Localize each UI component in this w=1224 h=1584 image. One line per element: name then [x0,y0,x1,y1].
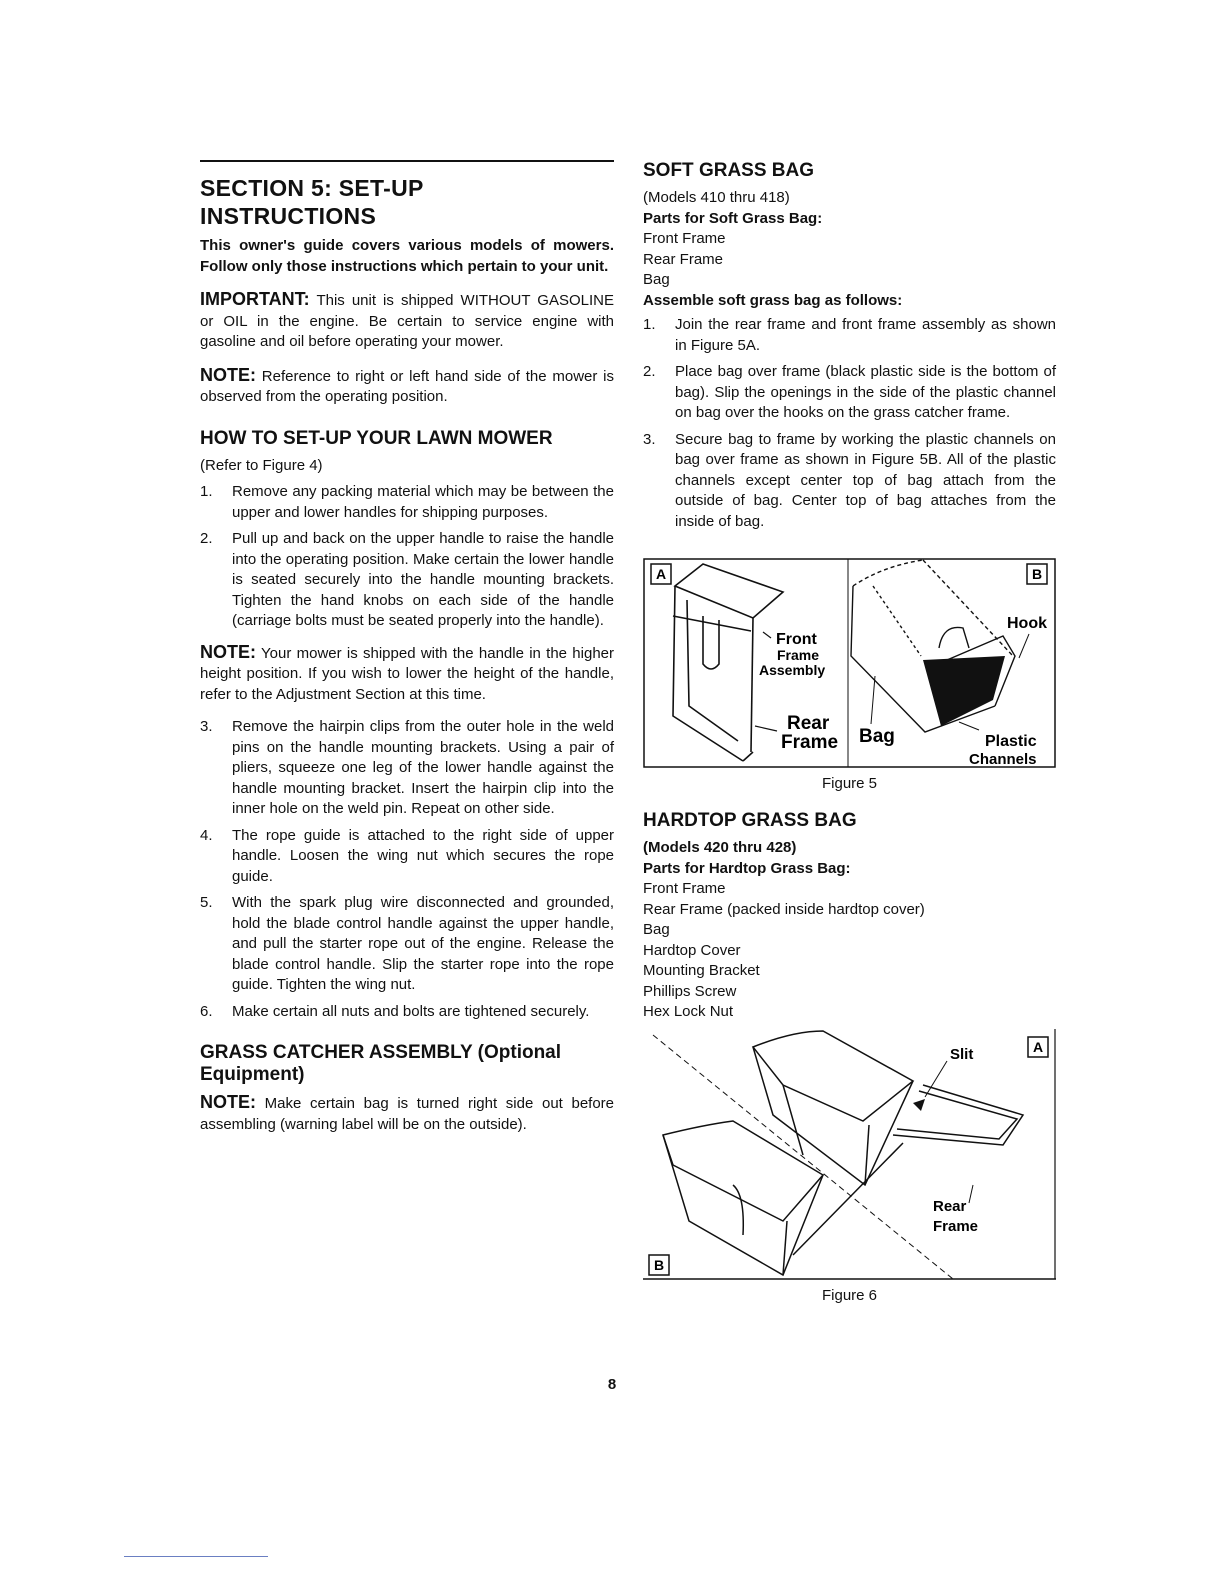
figure-5-label-b: B [1032,566,1043,582]
figure-5-illustration [643,556,1056,771]
soft-parts-label: Parts for Soft Grass Bag: [643,209,823,227]
soft-bag-heading: SOFT GRASS BAG [643,160,815,181]
note-paragraph-1: NOTE: Reference to right or left hand side of the mower is observed from the operating position. [200,364,614,405]
label-hook: Hook [1007,615,1047,632]
list-item: 2. Pull up and back on the upper handle to raise the handle into the operating position. Make certain the lower handle is seated securely into the handle mounting brackets. Tighten the hand knobs on each side of the handle (carriage bolts must be seated properly into the handle). [200,530,614,629]
label-bag: Bag [859,726,895,747]
note-label: NOTE: [200,1092,256,1112]
list-item: 1. Join the rear frame and front frame assembly as shown in Figure 5A. [643,316,1056,354]
list-item: 5. With the spark plug wire disconnected and grounded, hold the blade control handle against the upper handle, and pull the starter rope out of the engine. Release the blade control handle. Slip the starter rope into the rope guide. Tighten the wing nut. [200,894,614,993]
intro-text: This owner's guide covers various models of mowers. Follow only those instructions which pertain to your unit. [200,237,614,275]
catcher-heading: GRASS CATCHER ASSEMBLY (Optional Equipment) [200,1042,562,1085]
footer-rule [124,1556,268,1557]
important-paragraph: IMPORTANT: This unit is shipped WITHOUT GASOLINE or OIL in the engine. Be certain to service engine with gasoline and oil before operating your mower. [200,289,614,350]
figure-6-illustration [643,1025,1056,1283]
figure-5-label-a: A [656,566,667,582]
list-item: 3. Remove the hairpin clips from the outer hole in the weld pins on the handle mounting brackets. Using a pair of pliers, squeeze one leg of the lower handle against the handle mounting bracket. Insert the hairpin clip into the inner hole on the weld pin. Repeat on other side. [200,718,614,817]
label-slit: Slit [950,1045,974,1063]
label-plastic: Plastic [985,733,1037,750]
figure-6-label-b: B [654,1256,665,1273]
hardtop-part: Hardtop Cover [643,941,741,959]
left-column [200,160,614,1147]
hardtop-part: Rear Frame (packed inside hardtop cover) [643,900,925,918]
label-assembly: Assembly [759,662,826,678]
howto-heading: HOW TO SET-UP YOUR LAWN MOWER [200,427,553,449]
section-title: SECTION 5: SET-UP INSTRUCTIONS [200,175,424,229]
soft-models: (Models 410 thru 418) [643,189,790,206]
important-label: IMPORTANT: [200,289,310,309]
hardtop-part: Bag [643,921,670,938]
list-item: 4. The rope guide is attached to the right side of upper handle. Loosen the wing nut which secures the rope guide. [200,826,614,885]
list-item: 2. Place bag over frame (black plastic side is the bottom of bag). Slip the openings in the side of the plastic channel on bag over the hooks on the grass catcher frame. [643,363,1056,421]
figure-6 [643,1025,1056,1304]
setup-steps-b [200,717,614,1022]
note-paragraph-2: NOTE: Your mower is shipped with the handle in the higher height position. If you wish to lower the height of the handle, refer to the Adjustment Section at this time. [200,641,614,703]
note-paragraph-3: NOTE: Make certain bag is turned right side out before assembling (warning label will be on the outside). [200,1092,615,1133]
hardtop-part: Mounting Bracket [643,962,760,979]
slit-arrow [913,1099,925,1111]
hardtop-heading: HARDTOP GRASS BAG [643,810,857,831]
hardtop-part: Hex Lock Nut [643,1003,734,1020]
soft-steps [643,315,1056,532]
hardtop-models: (Models 420 thru 428) [643,839,797,856]
label-rear: Rear [933,1197,967,1215]
figure-5 [643,556,1056,792]
setup-steps-a [200,482,614,632]
soft-part: Front Frame [643,230,726,247]
soft-part: Rear Frame [643,250,724,268]
page-number: 8 [607,1376,617,1393]
list-item: 3. Secure bag to frame by working the plastic channels on bag over frame as shown in Figure 5B. All of the plastic channels except center top of bag attach from the outside of bag. Center top of bag attaches from the inside of bag. [643,430,1056,530]
hardtop-bag-drawing [663,1031,1023,1275]
label-channels: Channels [969,751,1037,768]
right-column [643,160,1056,1304]
list-item: 1. Remove any packing material which may be between the upper and lower handles for shipping purposes. [200,483,614,521]
bag-drawing [851,560,1015,732]
section-rule [200,160,614,162]
plastic-channel-shape [923,656,1005,726]
hardtop-parts-label: Parts for Hardtop Grass Bag: [643,859,851,877]
note-label: NOTE: [200,364,256,385]
label-frame: Frame [777,647,820,663]
hardtop-part: Phillips Screw [643,982,737,1000]
label-frame: Frame [933,1217,979,1235]
figure-5-caption: Figure 5 [821,775,878,792]
note-label: NOTE: [200,641,256,662]
soft-assemble-label: Assemble soft grass bag as follows: [643,291,903,309]
soft-part: Bag [643,271,670,288]
label-rear-frame: Frame [781,732,839,753]
label-front: Front [776,631,817,648]
list-item: 6. Make certain all nuts and bolts are tightened securely. [200,1002,590,1020]
figure-6-caption: Figure 6 [821,1286,878,1304]
figure-6-label-a: A [1033,1038,1044,1055]
hardtop-part: Front Frame [643,880,726,897]
howto-reference: (Refer to Figure 4) [200,456,323,474]
label-rear: Rear [787,713,830,734]
